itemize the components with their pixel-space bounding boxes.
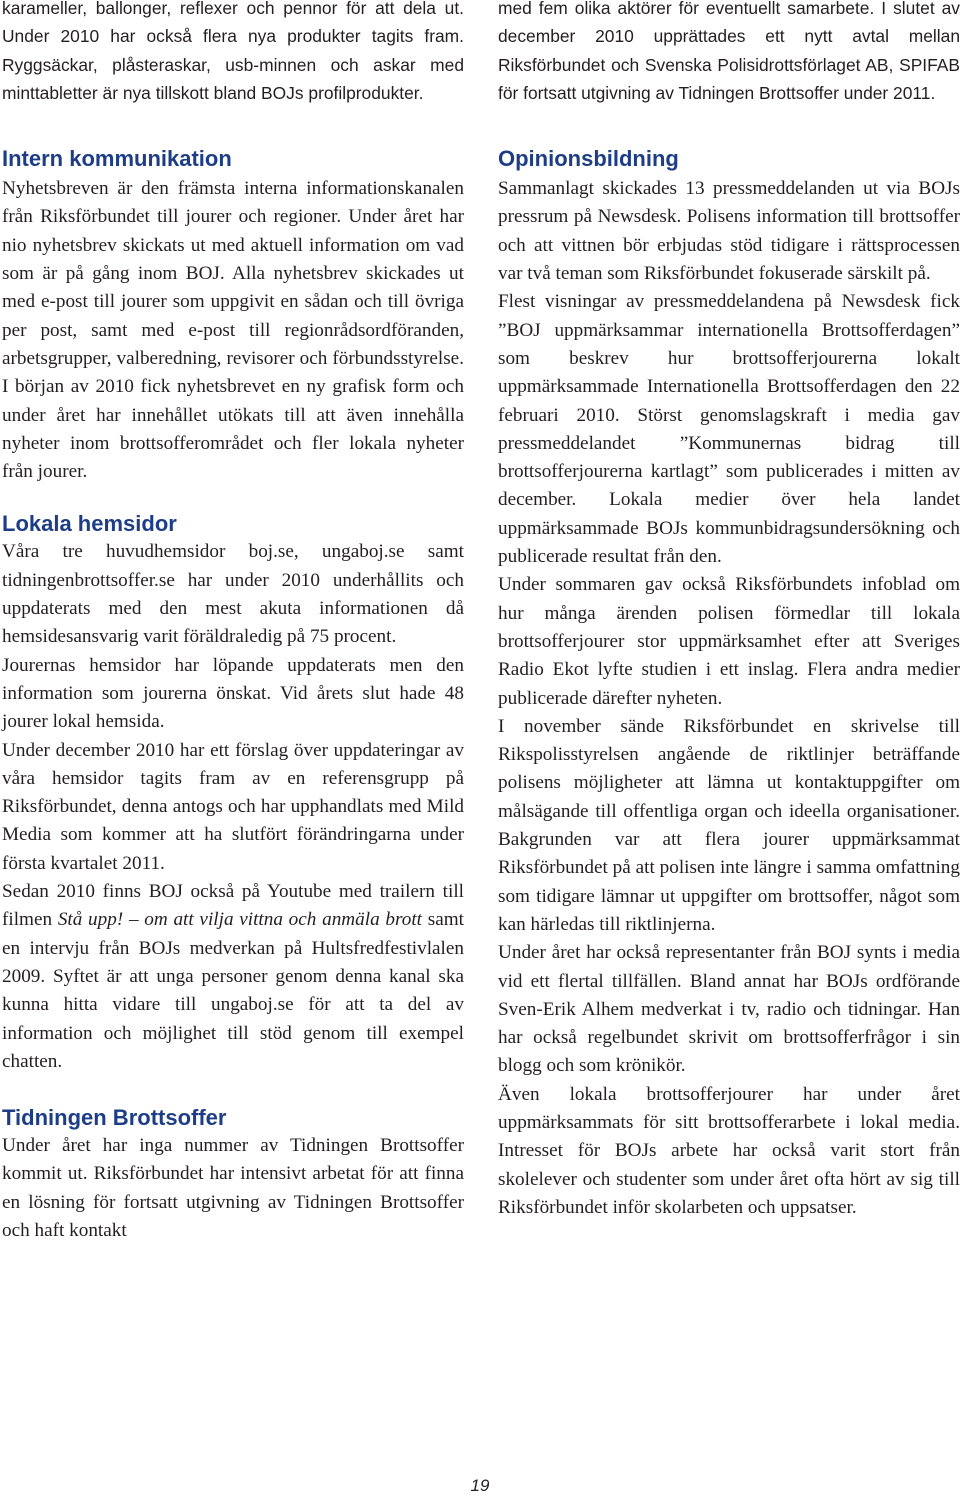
lokala-p4-end: samt en intervju från BOJs medverkan på Hultsfredfestivlalen 2009. Syftet är att unga personer genom denna kanal ska kunna hitta vidare till ungaboj.se för att ta del av information och möjlighet till stöd genom till exempel chatten. <box>2 909 464 1072</box>
heading-intern-kommunikation: Intern kommunikation <box>2 146 232 172</box>
opinion-paragraph-6: Även lokala brottsofferjourer har under året uppmärksammats för sitt brottsofferarbete i lokal media. Intresset för BOJs arbete har också varit stort från skolelever och studenter som under året ofta hört av sig till Riksförbundet inför skolarbeten och uppsatser. <box>498 1083 960 1218</box>
right-column <box>498 0 960 1222</box>
continuation-paragraph: med fem olika aktörer för eventuellt samarbete. I slutet av december 2010 upprättades ett nytt avtal mellan Riksförbundet och Svenska Polisidrottsförlaget AB, SPIFAB för fortsatt utgivning av Tidningen Brottsoffer under 2011. <box>498 0 960 103</box>
heading-opinionsbildning: Opinionsbildning <box>498 146 679 172</box>
left-column <box>2 0 464 1245</box>
intro-paragraph: karameller, ballonger, reflexer och pennor för att dela ut. Under 2010 har också flera nya produkter tagits fram. Ryggsäckar, plåsteraskar, usb-minnen och askar med minttabletter är nya tillskott bland BOJs profilprodukter. <box>2 0 464 103</box>
opinion-paragraph-3: Under sommaren gav också Riksförbundets infoblad om hur många ärenden polisen förmedlar till lokala brottsofferjourer stor uppmärksamhet efter att Sveriges Radio Ekot lyfte studien i ett inslag. Flera andra medier publicerade därefter nyheten. <box>498 574 960 709</box>
tidningen-paragraph: Under året har inga nummer av Tidningen Brottsoffer kommit ut. Riksförbundet har intensivt arbetat för att finna en lösning för fortsatt utgivning av Tidningen Brottsoffer och haft kontakt <box>2 1135 464 1241</box>
lokala-paragraph-1: Våra tre huvudhemsidor boj.se, ungaboj.se samt tidningenbrottsoffer.se har under 2010 underhållits och uppdaterats med den mest akuta informationen då hemsidesansvarig varit föräldraledig på 75 procent. <box>2 541 464 648</box>
heading-tidningen-brottsoffer: Tidningen Brottsoffer <box>2 1105 227 1131</box>
lokala-paragraph-4 <box>2 878 464 1076</box>
lokala-paragraph-2: Jourernas hemsidor har löpande uppdaterats men den information som jourerna önskat. Vid årets slut hade 48 jourer lokal hemsida. <box>2 654 464 733</box>
lokala-paragraph-3: Under december 2010 har ett förslag över uppdateringar av våra hemsidor tagits fram av en referensgrupp på Riksförbundet, denna antogs och har upphandlats med Mild Media som kommer att ha slutfört förändringarna under första kvartalet 2011. <box>2 739 464 874</box>
opinion-paragraph-2: Flest visningar av pressmeddelandena på Newsdesk fick ”BOJ uppmärksammar internationella Brottsofferdagen” som beskrev hur brottsofferjourerna lokalt uppmärksammade Internationella Brottsofferdagen den 22 februari 2010. Störst genomslagskraft i media gav pressmeddelandet ”Kommunernas bidrag till brottsofferjourerna kartlagt” som publicerades i mitten av december. Lokala medier över hela landet uppmärksammade BOJs kommunbidragsundersökning och publicerade resultat från den. <box>498 291 960 568</box>
opinion-paragraph-1: Sammanlagt skickades 13 pressmeddelanden ut via BOJs pressrum på Newsdesk. Polisens information till brottsoffer och att vittnen bör erbjudas stöd tidigare i rättsprocessen var två teman som Riksförbundet fokuserade särskilt på. <box>498 178 960 285</box>
lokala-p4-start: Sedan 2010 finns BOJ också på Youtube med trailern till filmen <box>2 881 464 931</box>
film-title: Stå upp! – om att vilja vittna och anmäla brott <box>57 909 423 931</box>
heading-lokala-hemsidor: Lokala hemsidor <box>2 511 177 537</box>
page-number: 19 <box>470 1476 490 1495</box>
opinion-paragraph-4: I november sände Riksförbundet en skrivelse till Rikspolisstyrelsen angående de riktlinjer beträffande polisens möjligheter att lämna ut kontaktuppgifter om målsägande till offentliga organ och ideella organisationer. Bakgrunden var att flera jourer uppmärksammat Riksförbundet på att polisen inte längre i samma omfattning som tidigare lämnar ut uppgifter om brottsoffer, något som kan härledas till riktlinjerna. <box>498 715 960 935</box>
intern-paragraph: Nyhetsbreven är den främsta interna informationskanalen från Riksförbundet till jourer och regioner. Under året har nio nyhetsbrev skickats ut med aktuell information om vad som är på gång inom BOJ. Alla nyhetsbrev skickades ut med e-post till jourer som uppgivit en sådan och till övriga per post, samt med e-post till regionrådsordföranden, arbetsgrupper, valberedning, revisorer och förbundsstyrelse. I början av 2010 fick nyhetsbrevet en ny grafisk form och under året har innehållet utökats till att även innehålla nyheter inom brottsofferområdet och fler lokala nyheter från jourer. <box>2 178 464 483</box>
opinion-paragraph-5: Under året har också representanter från BOJ synts i media vid ett flertal tillfällen. Bland annat har BOJs ordförande Sven-Erik Alhem medverkat i tv, radio och tidningar. Han har också regelbundet skrivit om brottsofferfrågor i sin blogg och som krönikör. <box>498 942 960 1077</box>
